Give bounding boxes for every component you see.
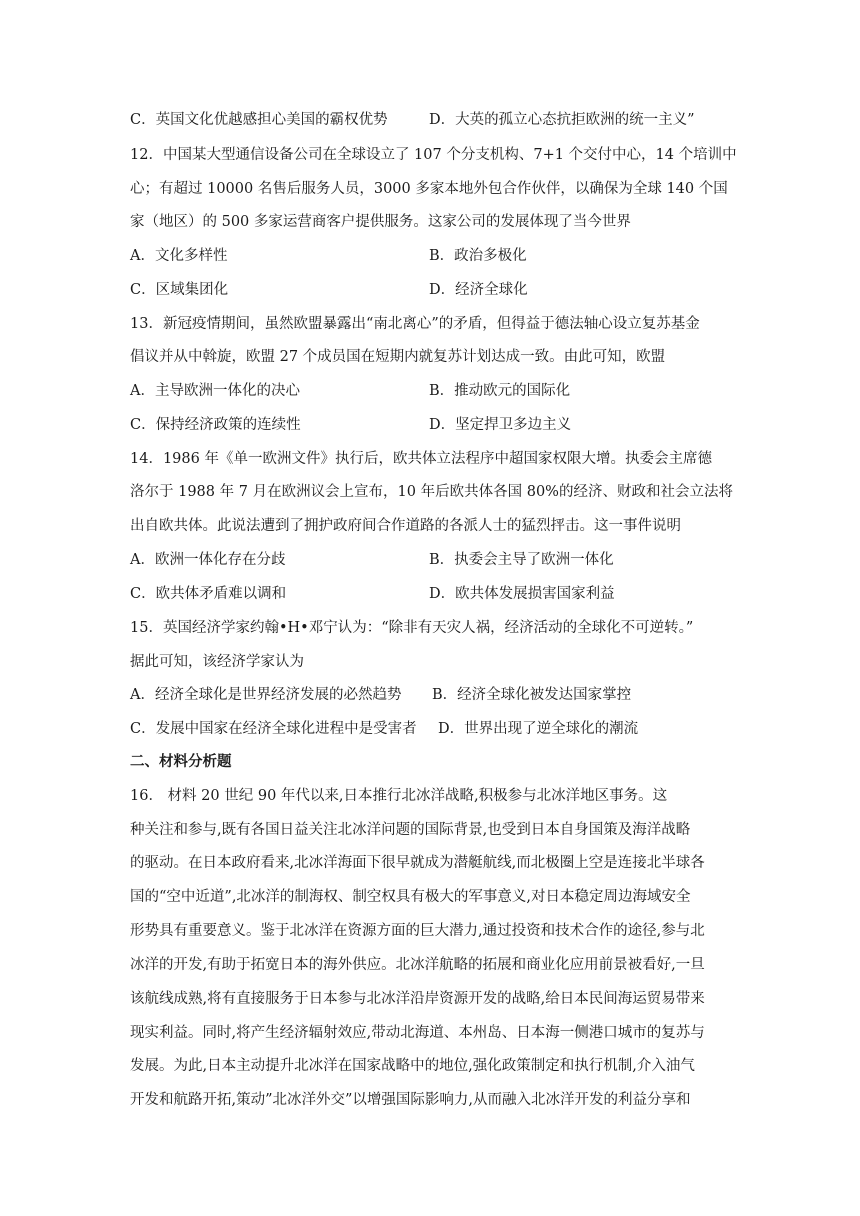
q16-line-2: 种关注和参与,既有各国日益关注北冰洋问题的国际背景,也受到日本自身国策及海洋战略 xyxy=(130,822,691,838)
q16-line-8: 现实利益。同时,将产生经济辐射效应,带动北海道、本州岛、日本海一侧港口城市的复苏与 xyxy=(130,1025,705,1041)
q12-stem-line-2: 心；有超过 10000 名售后服务人员，3000 多家本地外包合作伙伴，以确保为全球 140 个国 xyxy=(130,181,728,197)
q13-option-b: B．推动欧元的国际化 xyxy=(429,383,571,399)
q15-option-a: A．经济全球化是世界经济发展的必然趋势 xyxy=(130,687,402,703)
q15-option-b: B．经济全球化被发达国家掌控 xyxy=(432,687,632,703)
q14-stem-line-1: 14．1986 年《单一欧洲文件》执行后，欧共体立法程序中超国家权限大增。执委会主席德 xyxy=(130,451,712,467)
q15-stem-line-2: 据此可知，该经济学家认为 xyxy=(130,654,304,670)
q15-option-c: C．发展中国家在经济全球化进程中是受害者 xyxy=(130,721,417,737)
q16-line-5: 形势具有重要意义。鉴于北冰洋在资源方面的巨大潜力,通过投资和技术合作的途径,参与北 xyxy=(130,923,705,939)
q13-option-a: A．主导欧洲一体化的决心 xyxy=(130,383,300,399)
q15-stem-line-1: 15．英国经济学家约翰•H•邓宁认为：“除非有天灾人祸，经济活动的全球化不可逆转。” xyxy=(130,620,694,636)
q14-option-b: B．执委会主导了欧洲一体化 xyxy=(429,552,614,568)
q16-line-7: 该航线成熟,将有直接服务于日本参与北冰洋沿岸资源开发的战略,给日本民间海运贸易带来 xyxy=(130,991,705,1007)
q16-line-4: 国的“空中近道”,北冰洋的制海权、制空权具有极大的军事意义,对日本稳定周边海域安全 xyxy=(130,889,691,905)
q13-stem-line-1: 13．新冠疫情期间，虽然欧盟暴露出“南北离心”的矛盾，但得益于德法轴心设立复苏基金 xyxy=(130,316,700,332)
q14-option-a: A．欧洲一体化存在分歧 xyxy=(130,552,286,568)
q16-line-1: 16． 材料 20 世纪 90 年代以来,日本推行北冰洋战略,积极参与北冰洋地区事务。这 xyxy=(130,788,668,804)
q14-option-c: C．欧共体矛盾难以调和 xyxy=(130,586,287,602)
q13-stem-line-2: 倡议并从中斡旋，欧盟 27 个成员国在短期内就复苏计划达成一致。由此可知，欧盟 xyxy=(130,349,666,365)
q11-option-d: D．大英的孤立心态抗拒欧洲的统一主义” xyxy=(429,112,695,128)
q13-option-c: C．保持经济政策的连续性 xyxy=(130,417,301,433)
q12-option-a: A．文化多样性 xyxy=(130,248,228,264)
q12-stem-line-1: 12．中国某大型通信设备公司在全球设立了 107 个分支机构、7+1 个交付中心，14 个培训中 xyxy=(130,147,737,163)
q16-line-6: 冰洋的开发,有助于拓宽日本的海外供应。北冰洋航略的拓展和商业化应用前景被看好,一旦 xyxy=(130,957,705,973)
q14-stem-line-3: 出自欧共体。此说法遭到了拥护政府间合作道路的各派人士的猛烈抨击。这一事件说明 xyxy=(130,518,681,534)
q14-stem-line-2: 洛尔于 1988 年 7 月在欧洲议会上宣布，10 年后欧共体各国 80%的经济、财政和社会立法将 xyxy=(130,484,733,500)
q15-option-d: D．世界出现了逆全球化的潮流 xyxy=(438,721,639,737)
q16-line-3: 的驱动。在日本政府看来,北冰洋海面下很早就成为潜艇航线,而北极圈上空是连接北半球各 xyxy=(130,855,705,871)
q11-option-c: C．英国文化优越感担心美国的霸权优势 xyxy=(130,112,388,128)
q14-option-d: D．欧共体发展损害国家利益 xyxy=(429,586,615,602)
q16-line-10: 开发和航路开拓,策动”北冰洋外交”以增强国际影响力,从而融入北冰洋开发的利益分享和 xyxy=(130,1092,691,1108)
q12-option-d: D．经济全球化 xyxy=(429,282,528,298)
q16-line-9: 发展。为此,日本主动提升北冰洋在国家战略中的地位,强化政策制定和执行机制,介入油气 xyxy=(130,1058,695,1074)
q12-option-b: B．政治多极化 xyxy=(429,248,527,264)
q12-option-c: C．区域集团化 xyxy=(130,282,229,298)
q13-option-d: D．坚定捍卫多边主义 xyxy=(429,417,572,433)
section-title: 二、材料分析题 xyxy=(130,754,232,770)
q12-stem-line-3: 家（地区）的 500 多家运营商客户提供服务。这家公司的发展体现了当今世界 xyxy=(130,214,631,230)
